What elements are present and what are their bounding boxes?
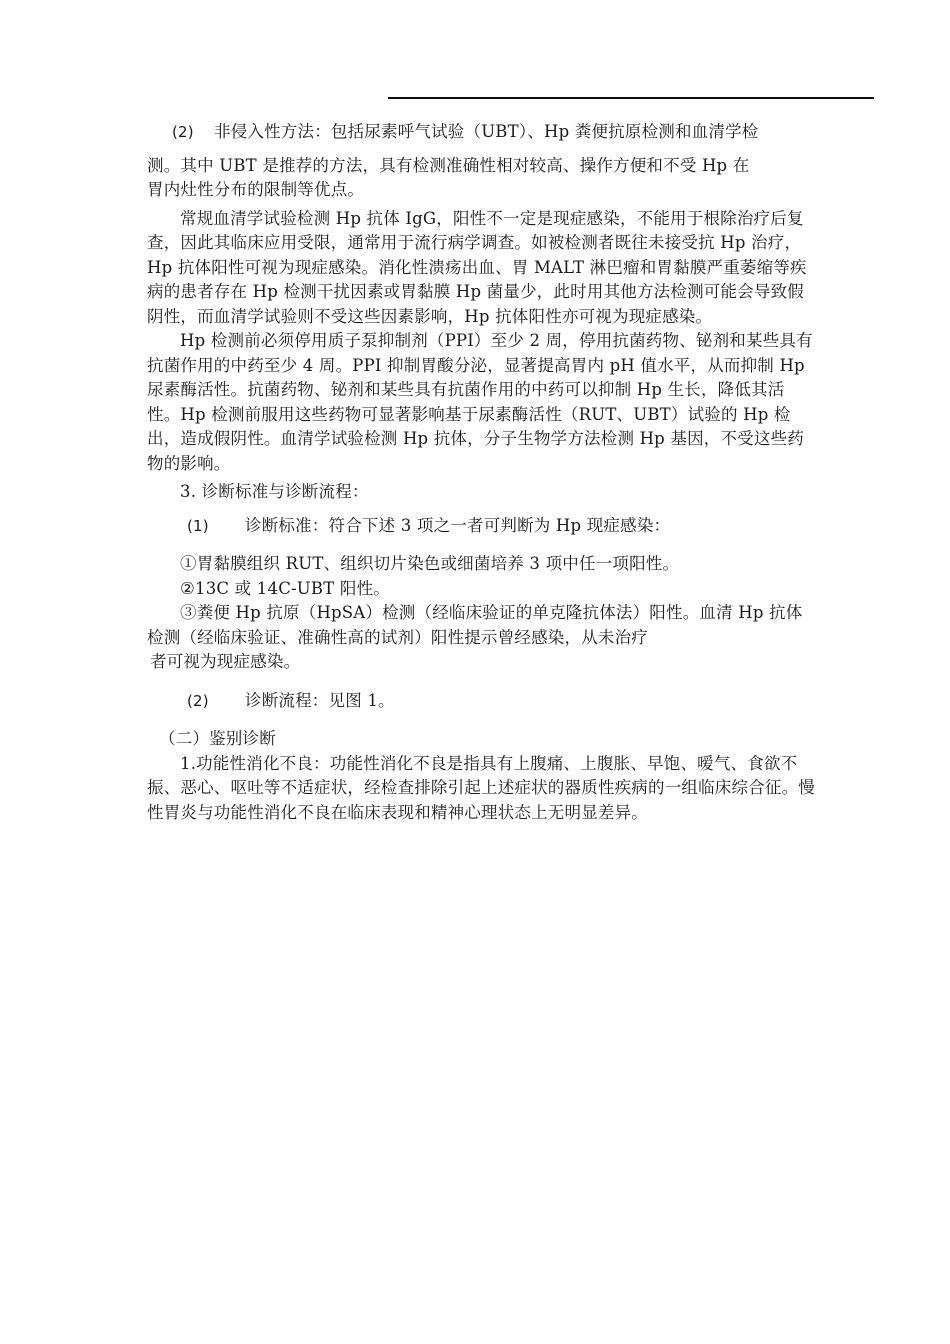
drug-withdrawal-paragraph: Hp 检测前必须停用质子泵抑制剂（PPI）至少 2 周，停用抗菌药物、铋剂和某些具有抗菌作用的中药至少 4 周。PPI 抑制胃酸分泌，显著提高胃内 pH 值水平，从而抑制 Hp 尿素酶活性。抗菌药物、铋剂和某些具有抗菌作用的中药可以抑制 Hp 生长，降低其活性。Hp 检测前服用这些药物可显著影响基于尿素酶活性（RUT、UBT）试验的 Hp 检出，造成假阴性。血清学试验检测 Hp 抗体，分子生物学方法检测 Hp 基因，不受这些药物的影响。	[147, 331, 813, 473]
item-number: (2)	[172, 123, 194, 141]
flow-text: 诊断流程：见图 1。	[245, 690, 395, 710]
item-number: (2)	[187, 691, 209, 710]
criteria-item-1: ①胃黏膜组织 RUT、组织切片染色或细菌培养 3 项中任一项阳性。	[180, 554, 680, 573]
noninvasive-heading	[147, 120, 817, 145]
criteria-item-3-continued: 者可视为现症感染。	[150, 652, 301, 671]
header-rule	[388, 97, 874, 99]
item-number: (1)	[187, 516, 209, 535]
differential-paragraph: 1.功能性消化不良：功能性消化不良是指具有上腹痛、上腹胀、早饱、嗳气、食欲不振、恶心、呕吐等不适症状，经检查排除引起上述症状的器质性疾病的一组临床综合征。慢性胃炎与功能性消化不良在临床表现和精神心理状态上无明显差异。	[147, 753, 815, 822]
noninvasive-line1: 非侵入性方法：包括尿素呼气试验（UBT）、Hp 粪便抗原检测和血清学检	[214, 122, 759, 141]
noninvasive-line3: 胃内灶性分布的限制等优点。	[147, 180, 365, 199]
section3-title: 3. 诊断标准与诊断流程：	[180, 482, 369, 501]
criteria-item-2: ②13C 或 14C-UBT 阳性。	[180, 578, 390, 598]
differential-title: （二）鉴别诊断	[159, 729, 276, 748]
flow-heading	[147, 689, 817, 714]
criteria-heading	[147, 514, 817, 539]
criteria-text: 诊断标准：符合下述 3 项之一者可判断为 Hp 现症感染：	[245, 515, 671, 535]
criteria-item-3: ③粪便 Hp 抗原（HpSA）检测（经临床验证的单克隆抗体法）阳性。血清 Hp 抗体检测（经临床验证、准确性高的试剂）阳性提示曾经感染，从未治疗	[147, 603, 803, 647]
document-body	[147, 120, 817, 825]
noninvasive-line2: 测。其中 UBT 是推荐的方法，具有检测准确性相对较高、操作方便和不受 Hp 在	[147, 155, 750, 175]
serology-paragraph: 常规血清学试验检测 Hp 抗体 IgG，阳性不一定是现症感染，不能用于根除治疗后复查，因此其临床应用受限，通常用于流行病学调查。如被检测者既往未接受抗 Hp 治疗，Hp 抗体阳性可视为现症感染。消化性溃疡出血、胃 MALT 淋巴瘤和胃黏膜严重萎缩等疾病的患者存在 Hp 检测干扰因素或胃黏膜 Hp 菌量少，此时用其他方法检测可能会导致假阴性，而血清学试验则不受这些因素影响，Hp 抗体阳性亦可视为现症感染。	[147, 208, 807, 326]
